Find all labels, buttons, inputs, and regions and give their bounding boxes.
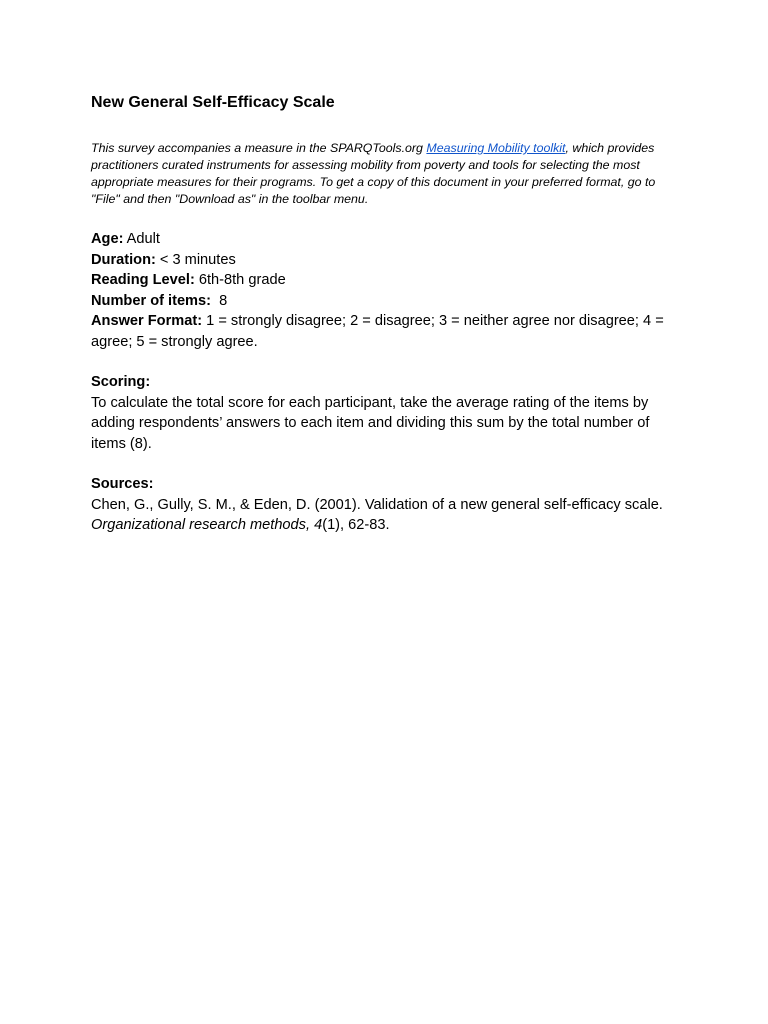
detail-answer-format <box>91 311 677 352</box>
measuring-mobility-toolkit-link[interactable]: Measuring Mobility toolkit <box>426 141 566 155</box>
intro-paragraph <box>91 140 677 208</box>
document-title: New General Self-Efficacy Scale <box>91 94 335 111</box>
sources-section <box>91 474 677 536</box>
detail-value: 8 <box>211 292 228 309</box>
detail-value: < 3 minutes <box>155 251 236 268</box>
detail-label: Age: <box>91 231 124 247</box>
detail-age <box>91 229 677 250</box>
detail-label: Duration: <box>91 251 156 268</box>
detail-value: Adult <box>123 231 160 247</box>
intro-text-start: This survey accompanies a measure in the SPARQTools.org <box>91 141 427 155</box>
measure-details <box>91 229 677 352</box>
intro-text-end: , which provides practitioners curated instruments for assessing mobility from poverty and tools for selecting the most appropriate measures for their programs. To get a copy of this document in your preferred format, go to "File" and then "Download as" in the toolbar menu. <box>91 141 656 206</box>
detail-label: Number of items: <box>91 292 212 309</box>
citation-tail: (1), 62-83. <box>322 517 390 533</box>
scoring-section <box>91 372 677 454</box>
detail-reading-level <box>91 270 677 291</box>
sources-heading: Sources: <box>91 476 154 492</box>
detail-label: Reading Level: <box>91 272 195 288</box>
scoring-heading: Scoring: <box>91 374 151 390</box>
citation-journal: Organizational research methods, 4 <box>91 517 323 533</box>
scoring-text: To calculate the total score for each participant, take the average rating of the items by adding respondents’ answers to each item and dividing this sum by the total number of items (8). <box>91 394 650 452</box>
detail-number-of-items <box>91 291 677 312</box>
detail-value: 6th-8th grade <box>194 272 286 288</box>
detail-label: Answer Format: <box>91 313 203 329</box>
detail-value: 1 = strongly disagree; 2 = disagree; 3 = neither agree nor disagree; 4 = agree; 5 = strongly agree. <box>91 313 664 350</box>
detail-duration <box>91 250 677 271</box>
citation-text: Chen, G., Gully, S. M., & Eden, D. (2001). Validation of a new general self-efficacy scale. <box>91 496 663 513</box>
